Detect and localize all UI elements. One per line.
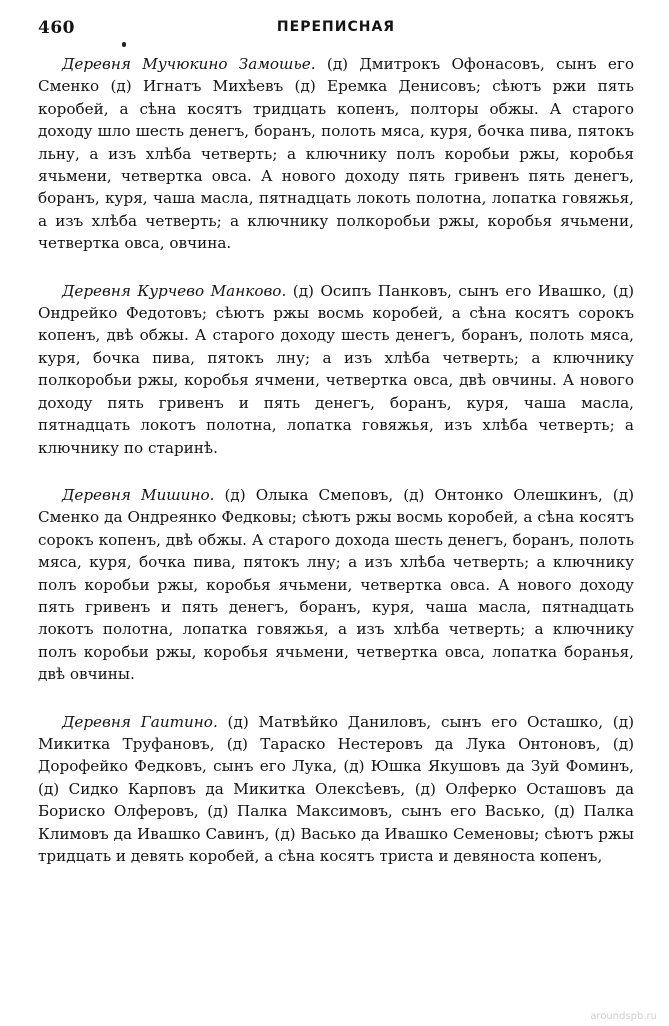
village-name: Деревня Курчево Манково.: [62, 281, 287, 300]
running-head: ПЕРЕПИСНАЯ: [276, 19, 396, 35]
entry-text: (д) Олыка Смеповъ, (д) Онтонко Олешкинъ, (д) Сменко да Ондреянко Федковы; сѣютъ ржы восмь коробей, а сѣна косятъ сорокъ копенъ, двѣ обжы. А старого дохода шесть денегъ, боранъ, полоть мяса, куря, бочка пива, пятокъ лну; а изъ хлѣба четверть; а ключнику полъ коробьи ржы, коробья ячьмени, четвертка овса. А нового доходу пять гривенъ и пять денегъ, боранъ, куря, чаша масла, пятнадцать локотъ полотна, лопатка говяжья, а изъ хлѣба четверть; а ключнику полъ коробьи ржы, коробья ячьмени, четвертка овса, лопатка боранья, двѣ овчины.: [38, 485, 635, 684]
page-number: 460: [38, 18, 75, 38]
village-name: Деревня Гаитино.: [62, 712, 218, 731]
village-name: Деревня Мучюкино Замошье.: [62, 55, 316, 73]
entry-paragraph: [38, 280, 634, 459]
village-entry: [38, 711, 634, 868]
entry-paragraph: [38, 711, 634, 868]
entry-paragraph: [38, 53, 634, 255]
village-entry: [38, 53, 634, 255]
village-entry: [38, 280, 634, 459]
entry-text: (д) Осипъ Панковъ, сынъ его Ивашко, (д) Ондрейко Федотовъ; сѣютъ ржы восмь коробей, а сѣна косятъ сорокъ копенъ, двѣ обжы. А старого доходу шесть денегъ, боранъ, полоть мяса, куря, бочка пива, пятокъ лну; а изъ хлѣба четверть; а ключнику полкоробьи ржы, коробья ячмени, четвертка овса, двѣ овчины. А нового доходу пять гривенъ и пять денегъ, боранъ, куря, чаша масла, пятнадцать локотъ полотна, лопатка говяжья, изъ хлѣба четверть; а ключнику по старинѣ.: [38, 281, 635, 457]
village-entry: [38, 484, 634, 686]
entry-text: (д) Дмитрокъ Офонасовъ, сынъ его Сменко (д) Игнатъ Михѣевъ (д) Еремка Денисовъ; сѣютъ ржи пять коробей, а сѣна косятъ тридцать копенъ, полторы обжы. А старого доходу шло шесть денегъ, боранъ, полоть мяса, куря, бочка пива, пятокъ льну, а изъ хлѣба четверть; а ключнику полъ коробьи ржы, коробья ячьмени, четвертка овса. А нового доходу пять гривенъ пять денегъ, боранъ, куря, чаша масла, пятнадцать локоть полотна, лопатка говяжья, а изъ хлѣба четверть; а ключнику полкоробьи ржы, коробья ячьмени, четвертка овса, овчина.: [38, 55, 634, 253]
page-header: [38, 18, 634, 42]
entry-paragraph: [38, 484, 634, 686]
ink-speck: [122, 42, 126, 47]
watermark: aroundspb.ru: [590, 1011, 657, 1022]
page-body: [38, 53, 634, 892]
village-name: Деревня Мишино.: [62, 485, 215, 504]
entry-text: (д) Матвѣйко Даниловъ, сынъ его Осташко, (д) Микитка Труфановъ, (д) Тараско Нестеровъ да Лука Онтоновъ, (д) Дорофейко Федковъ, сынъ его Лука, (д) Юшка Якушовъ да Зуй Фоминъ, (д) Сидко Карповъ да Микитка Олексѣевъ, (д) Олферко Осташовъ да Бориско Олферовъ, (д) Палка Максимовъ, сынъ его Васько, (д) Палка Климовъ да Ивашко Савинъ, (д) Васько да Ивашко Семеновы; сѣютъ ржы тридцать и девять коробей, а сѣна косятъ триста и девяноста копенъ,: [38, 712, 634, 865]
